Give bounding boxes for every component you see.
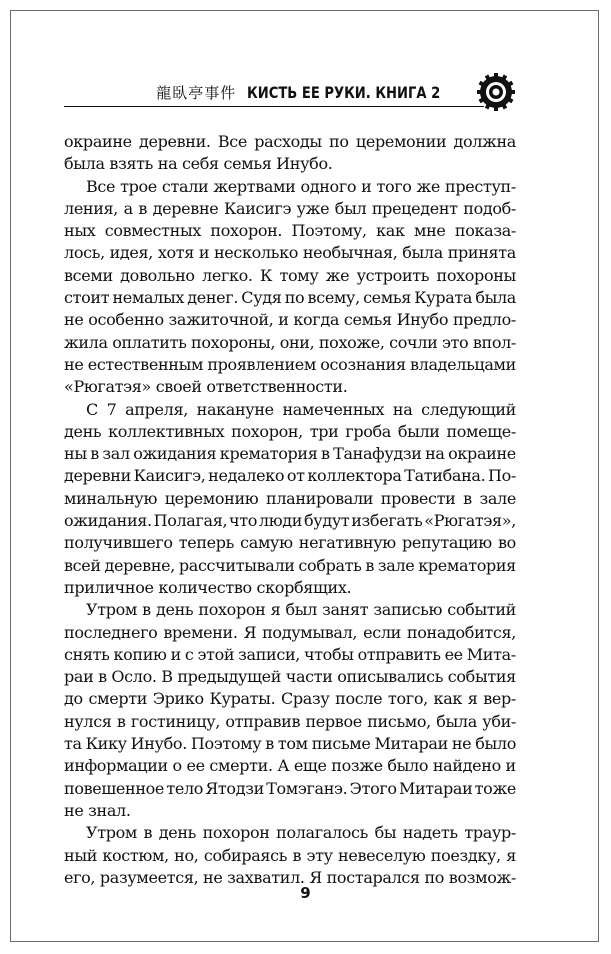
word: была bbox=[436, 711, 477, 731]
word: по bbox=[424, 867, 445, 887]
word: естественным bbox=[87, 354, 204, 374]
word: в bbox=[320, 444, 330, 464]
word: его, bbox=[64, 867, 96, 887]
word: прецедент bbox=[371, 198, 458, 218]
page-number: 9 bbox=[300, 884, 311, 902]
word: деревни. bbox=[139, 132, 211, 151]
word: поездку, bbox=[430, 845, 501, 865]
word: люди bbox=[258, 511, 303, 531]
word: были bbox=[397, 421, 440, 441]
text-line: приличное количество скорбящих. bbox=[64, 577, 352, 597]
text-line bbox=[64, 242, 516, 264]
word: деревне bbox=[152, 198, 219, 218]
word: Мита- bbox=[466, 644, 516, 664]
word: деревни bbox=[64, 466, 131, 486]
word: в bbox=[116, 711, 126, 731]
word: как bbox=[376, 221, 405, 241]
text-line: «Рюгатэя» своей ответственности. bbox=[64, 377, 348, 397]
word: крематория bbox=[219, 444, 318, 464]
word: немалых bbox=[112, 288, 185, 308]
word: это bbox=[441, 332, 469, 352]
word: устроить bbox=[356, 265, 430, 285]
word: траур- bbox=[464, 823, 516, 843]
word: минальную bbox=[64, 488, 158, 508]
word: гостиницу, bbox=[130, 711, 221, 731]
word: похорон bbox=[198, 600, 266, 620]
text-line bbox=[64, 421, 516, 443]
word: лось, bbox=[64, 243, 105, 263]
word: собрать bbox=[298, 555, 362, 575]
word: полагалось bbox=[276, 823, 369, 843]
word: планировали bbox=[266, 488, 374, 508]
word: а bbox=[123, 198, 133, 218]
word: зал bbox=[102, 444, 130, 464]
word: Эрико bbox=[152, 689, 204, 709]
word: недалеко bbox=[208, 466, 285, 486]
word: и bbox=[278, 310, 289, 330]
word: получившего bbox=[64, 533, 173, 553]
text-line: была взять на себя семья Инубо. bbox=[64, 154, 333, 174]
word: принята bbox=[447, 243, 516, 263]
word: в bbox=[143, 823, 153, 843]
text-line bbox=[64, 399, 516, 421]
word: была bbox=[402, 243, 443, 263]
word: рассчитывали bbox=[178, 555, 295, 575]
word: Я bbox=[243, 622, 257, 642]
text-line bbox=[64, 599, 516, 621]
word: Осло. bbox=[111, 667, 157, 687]
word: мне bbox=[413, 221, 446, 241]
word: идея, bbox=[109, 243, 154, 263]
word: Кику bbox=[85, 734, 127, 754]
word: показа- bbox=[454, 221, 516, 241]
word: гроба bbox=[345, 421, 391, 441]
word: был bbox=[334, 198, 367, 218]
word: несколько bbox=[213, 243, 299, 263]
word: намеченных bbox=[282, 399, 385, 419]
word: 7 bbox=[106, 399, 117, 419]
word: чтобы bbox=[303, 644, 354, 664]
word: эту bbox=[306, 845, 333, 865]
word: еще bbox=[293, 756, 327, 776]
text-line bbox=[64, 488, 516, 510]
word: стали bbox=[161, 176, 209, 196]
word: тому bbox=[279, 265, 319, 285]
word: похоже, bbox=[318, 332, 385, 352]
word: в bbox=[98, 667, 107, 687]
word: Курата bbox=[414, 288, 473, 308]
word: описывались bbox=[337, 667, 444, 687]
word: отправив bbox=[225, 711, 301, 731]
word: в bbox=[292, 845, 302, 865]
word: Поэтому bbox=[190, 734, 262, 754]
word: предыдущей bbox=[177, 667, 282, 687]
text-line bbox=[64, 711, 516, 733]
word: после bbox=[335, 689, 383, 709]
text-line bbox=[64, 354, 516, 376]
word: похорон, bbox=[231, 421, 303, 441]
text-line bbox=[64, 733, 516, 755]
word: зажиточной, bbox=[168, 310, 274, 330]
word: день bbox=[155, 600, 194, 620]
word: записью bbox=[373, 600, 443, 620]
text-line: не знал. bbox=[64, 800, 131, 820]
word: ны bbox=[64, 444, 87, 464]
word: в bbox=[138, 198, 148, 218]
word: во bbox=[497, 533, 516, 553]
word: зале bbox=[479, 488, 516, 508]
word: же bbox=[416, 176, 441, 196]
word: на bbox=[425, 444, 445, 464]
word: провести bbox=[380, 488, 456, 508]
word: Сразу bbox=[281, 689, 330, 709]
word: деревне, bbox=[104, 555, 176, 575]
word: Танафудзи bbox=[333, 444, 422, 464]
word: копию bbox=[113, 644, 167, 664]
word: похорон. bbox=[210, 221, 283, 241]
word: теперь bbox=[178, 533, 235, 553]
word: должна bbox=[453, 132, 516, 151]
word: было bbox=[387, 756, 429, 776]
word: А bbox=[277, 756, 290, 776]
header-rule bbox=[64, 106, 484, 107]
word: похорон bbox=[202, 823, 270, 843]
word: понадобится, bbox=[406, 622, 516, 642]
text-line bbox=[64, 555, 516, 577]
word: я bbox=[270, 600, 281, 620]
word: хотя bbox=[157, 243, 195, 263]
word: в bbox=[265, 734, 274, 754]
word: Полагая, bbox=[153, 511, 228, 531]
word: необычная, bbox=[302, 243, 398, 263]
word: позже bbox=[331, 756, 383, 776]
word: о bbox=[172, 756, 182, 776]
word: та bbox=[64, 734, 82, 754]
word: окраине bbox=[448, 444, 516, 464]
word: части bbox=[285, 667, 333, 687]
text-line bbox=[64, 845, 516, 867]
word: на bbox=[392, 399, 413, 419]
word: Инубо. bbox=[130, 734, 187, 754]
header-japanese-title: 龍臥亭事件 bbox=[156, 84, 237, 102]
word: последнего bbox=[64, 622, 158, 642]
word: в bbox=[365, 555, 375, 575]
word: бы bbox=[374, 823, 397, 843]
word: Ятодзи bbox=[205, 778, 264, 798]
word: семья bbox=[343, 310, 392, 330]
word: того bbox=[376, 176, 412, 196]
word: если bbox=[363, 622, 401, 642]
word: постарался bbox=[326, 867, 420, 887]
word: день bbox=[158, 823, 197, 843]
text-line bbox=[64, 688, 516, 710]
word: ный bbox=[64, 845, 98, 865]
word: я bbox=[506, 845, 516, 865]
word: впол- bbox=[472, 332, 516, 352]
header-text bbox=[156, 82, 483, 103]
word: по bbox=[329, 132, 349, 151]
word: довольно bbox=[120, 265, 195, 285]
word: легко. bbox=[202, 265, 253, 285]
word: возмож- bbox=[448, 867, 516, 887]
text-line bbox=[64, 131, 516, 153]
word: расходы bbox=[254, 132, 322, 151]
word: владельцами bbox=[409, 354, 516, 374]
word: но, bbox=[174, 845, 199, 865]
text-line bbox=[64, 287, 516, 309]
word: захватил. bbox=[227, 867, 305, 887]
word: самую bbox=[240, 533, 293, 553]
word: Все bbox=[217, 132, 248, 151]
word: ления, bbox=[64, 198, 119, 218]
word: негативную bbox=[298, 533, 396, 553]
word: следующий bbox=[421, 399, 516, 419]
word: и bbox=[198, 243, 210, 263]
word: уби- bbox=[482, 711, 516, 731]
word: тело bbox=[166, 778, 204, 798]
text-line bbox=[64, 309, 516, 331]
text-line bbox=[64, 622, 516, 644]
word: всеми bbox=[64, 265, 113, 285]
word: раи bbox=[64, 667, 94, 687]
word: и bbox=[170, 644, 181, 664]
word: было bbox=[475, 734, 516, 754]
word: Все bbox=[86, 176, 116, 196]
word: Митараи bbox=[398, 778, 473, 798]
word: смерти. bbox=[209, 756, 273, 776]
text-line bbox=[64, 198, 516, 220]
word: нулся bbox=[64, 711, 112, 731]
word: Утром bbox=[86, 600, 137, 620]
word: разумеется, bbox=[99, 867, 199, 887]
word: до bbox=[64, 689, 83, 709]
word: в bbox=[463, 488, 472, 508]
word: записи, bbox=[238, 644, 300, 664]
word: и bbox=[361, 176, 372, 196]
word: жертвами bbox=[213, 176, 296, 196]
word: проявлением bbox=[207, 354, 316, 374]
word: снять bbox=[64, 644, 110, 664]
word: совместных bbox=[104, 221, 202, 241]
word: Инубо bbox=[396, 310, 449, 330]
word: повешенное bbox=[64, 778, 165, 798]
word: всему, bbox=[307, 288, 360, 308]
word: Каисигэ bbox=[223, 198, 292, 218]
word: уже bbox=[296, 198, 330, 218]
word: преступ- bbox=[445, 176, 516, 196]
word: зале bbox=[377, 555, 415, 575]
word: времени. bbox=[163, 622, 238, 642]
word: письмо, bbox=[367, 711, 431, 731]
word: не bbox=[451, 734, 472, 754]
word: Татибана. bbox=[404, 466, 486, 486]
word: помеще- bbox=[446, 421, 516, 441]
word: того, bbox=[388, 689, 428, 709]
word: том bbox=[277, 734, 308, 754]
word: избегать bbox=[351, 511, 423, 531]
word: Митараи bbox=[374, 734, 448, 754]
word: и bbox=[505, 756, 516, 776]
text-line bbox=[64, 778, 516, 800]
word: в bbox=[142, 600, 151, 620]
running-header bbox=[0, 76, 611, 116]
word: три bbox=[309, 421, 339, 441]
word: не bbox=[64, 310, 84, 330]
word: в bbox=[90, 444, 99, 464]
word: «Рюгатэя», bbox=[424, 511, 516, 531]
text-line bbox=[64, 532, 516, 554]
word: надеть bbox=[402, 823, 458, 843]
word: занят bbox=[322, 600, 369, 620]
word: невеселую bbox=[338, 845, 426, 865]
word: Каисигэ, bbox=[133, 466, 206, 486]
word: смерти bbox=[88, 689, 148, 709]
word: В bbox=[161, 667, 173, 687]
word: Утром bbox=[86, 823, 137, 843]
word: сочли bbox=[389, 332, 438, 352]
word: день bbox=[64, 421, 102, 441]
word: информации bbox=[64, 756, 168, 776]
word: крематория bbox=[418, 555, 516, 575]
word: трое bbox=[120, 176, 157, 196]
word: коллектора bbox=[307, 466, 402, 486]
word: ее bbox=[444, 644, 463, 664]
word: как bbox=[433, 689, 463, 709]
gear-emblem-icon bbox=[476, 72, 516, 112]
word: этой bbox=[197, 644, 235, 664]
word: С bbox=[86, 399, 98, 419]
word: по bbox=[284, 288, 305, 308]
word: первое bbox=[305, 711, 362, 731]
text-line bbox=[64, 666, 516, 688]
word: они, bbox=[279, 332, 315, 352]
word: я bbox=[467, 689, 478, 709]
text-line bbox=[64, 510, 516, 532]
word: особенно bbox=[88, 310, 164, 330]
word: подумывал, bbox=[262, 622, 358, 642]
word: предло- bbox=[452, 310, 516, 330]
word: коллективных bbox=[108, 421, 225, 441]
word: с bbox=[184, 644, 194, 664]
word: Кураты. bbox=[209, 689, 276, 709]
word: костюм, bbox=[102, 845, 169, 865]
word: письме bbox=[311, 734, 371, 754]
text-line bbox=[64, 465, 516, 487]
word: же bbox=[325, 265, 350, 285]
word: ных bbox=[64, 221, 96, 241]
word: церемонии bbox=[355, 132, 447, 151]
word: церемонию bbox=[164, 488, 259, 508]
text-line bbox=[64, 443, 516, 465]
word: ожидания bbox=[133, 444, 217, 464]
word: жила bbox=[64, 332, 108, 352]
text-line bbox=[64, 265, 516, 287]
word: оплатить bbox=[112, 332, 187, 352]
header-book-title: КИСТЬ ЕЕ РУКИ. КНИГА 2 bbox=[247, 83, 441, 102]
text-line bbox=[64, 822, 516, 844]
word: ожидания. bbox=[64, 511, 152, 531]
word: денег. bbox=[187, 288, 239, 308]
word: стоит bbox=[64, 288, 110, 308]
word: Поэтому, bbox=[291, 221, 367, 241]
word: будут bbox=[303, 511, 350, 531]
word: событий bbox=[447, 600, 516, 620]
body-text bbox=[64, 131, 516, 889]
word: Этого bbox=[349, 778, 397, 798]
text-line bbox=[64, 220, 516, 242]
word: события bbox=[447, 667, 516, 687]
word: вер- bbox=[483, 689, 516, 709]
text-line bbox=[64, 332, 516, 354]
word: похороны bbox=[436, 265, 516, 285]
word: Томэганэ. bbox=[266, 778, 348, 798]
word: Я bbox=[309, 867, 322, 887]
word: Судя bbox=[241, 288, 282, 308]
word: была bbox=[475, 288, 516, 308]
word: По- bbox=[488, 466, 516, 486]
word: был bbox=[285, 600, 317, 620]
word: семья bbox=[363, 288, 411, 308]
word: собираясь bbox=[203, 845, 288, 865]
word: найдено bbox=[432, 756, 501, 776]
word: похороны, bbox=[191, 332, 276, 352]
word: одного bbox=[300, 176, 357, 196]
word: от bbox=[286, 466, 305, 486]
text-line bbox=[64, 644, 516, 666]
word: накануне bbox=[196, 399, 274, 419]
word: не bbox=[64, 354, 84, 374]
word: осознания bbox=[320, 354, 406, 374]
word: репутацию bbox=[401, 533, 492, 553]
word: что bbox=[229, 511, 258, 531]
text-line bbox=[64, 755, 516, 777]
word: не bbox=[203, 867, 223, 887]
word: К bbox=[260, 265, 273, 285]
word: отправить bbox=[357, 644, 441, 664]
word: ее bbox=[186, 756, 205, 776]
word: когда bbox=[293, 310, 340, 330]
word: тоже bbox=[474, 778, 516, 798]
word: окраине bbox=[64, 132, 132, 151]
text-line bbox=[64, 176, 516, 198]
word: подоб- bbox=[463, 198, 516, 218]
word: апреля, bbox=[125, 399, 188, 419]
word: всей bbox=[64, 555, 101, 575]
